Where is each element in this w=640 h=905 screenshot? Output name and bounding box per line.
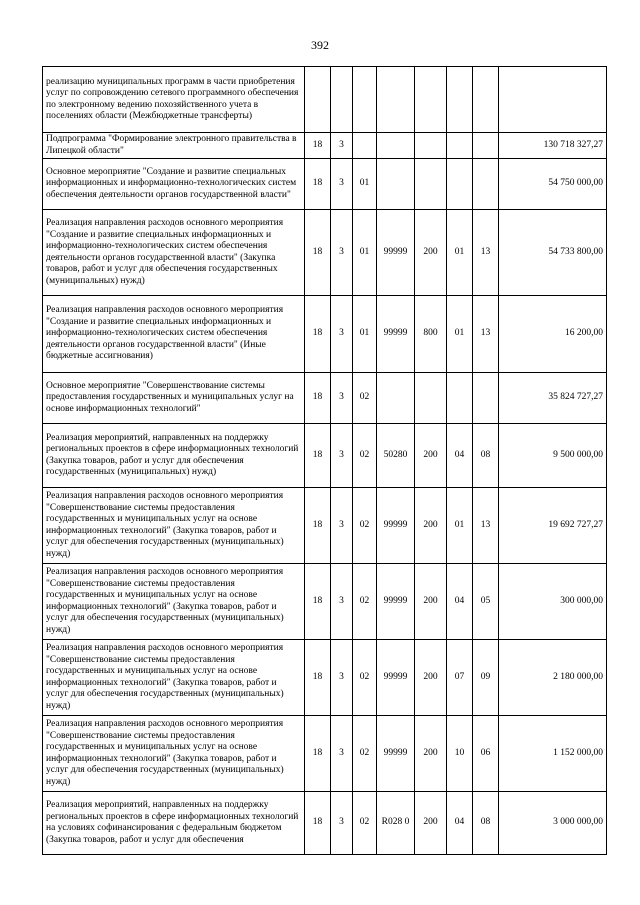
code-expense-type: 200 — [415, 210, 447, 296]
table-row — [43, 67, 607, 133]
code-direction: R028 0 — [377, 792, 415, 855]
row-description: Реализация направления расходов основного мероприятия "Совершенствование системы предоставления государственных и муниципальных услуг на основе информационных технологий" (Закупка товаров, работ и услуг для обеспечения государственных (муниципальных) нужд) — [43, 564, 305, 640]
code-gp: 18 — [305, 640, 331, 716]
code-om: 02 — [353, 640, 377, 716]
code-gp: 18 — [305, 564, 331, 640]
code-expense-type: 200 — [415, 488, 447, 564]
code-section: 07 — [447, 640, 473, 716]
code-pp: 3 — [331, 133, 353, 159]
code-pp: 3 — [331, 373, 353, 424]
code-pp: 3 — [331, 640, 353, 716]
code-om: 02 — [353, 488, 377, 564]
code-gp: 18 — [305, 159, 331, 210]
code-om: 01 — [353, 296, 377, 373]
code-om: 01 — [353, 210, 377, 296]
code-pp: 3 — [331, 296, 353, 373]
code-section: 04 — [447, 792, 473, 855]
code-subsection: 08 — [473, 424, 499, 488]
row-description: Реализация мероприятий, направленных на поддержку региональных проектов в сфере информационных технологий на условиях софинансирования с федеральным бюджетом (Закупка товаров, работ и услуг для обеспечения — [43, 792, 305, 855]
code-direction: 99999 — [377, 210, 415, 296]
code-subsection: 09 — [473, 640, 499, 716]
code-subsection: 13 — [473, 210, 499, 296]
code-direction: 99999 — [377, 564, 415, 640]
code-section: 01 — [447, 210, 473, 296]
code-subsection — [473, 133, 499, 159]
row-description: Реализация направления расходов основного мероприятия "Совершенствование системы предоставления государственных и муниципальных услуг на основе информационных технологий" (Закупка товаров, работ и услуг для обеспечения государственных (муниципальных) нужд) — [43, 716, 305, 792]
code-subsection: 06 — [473, 716, 499, 792]
code-om: 02 — [353, 792, 377, 855]
code-direction — [377, 373, 415, 424]
row-amount: 19 692 727,27 — [499, 488, 607, 564]
row-amount: 1 152 000,00 — [499, 716, 607, 792]
code-om: 02 — [353, 716, 377, 792]
code-pp: 3 — [331, 564, 353, 640]
code-om — [353, 67, 377, 133]
row-amount: 2 180 000,00 — [499, 640, 607, 716]
code-pp: 3 — [331, 716, 353, 792]
row-description: реализацию муниципальных программ в части приобретения услуг по сопровождению сетевого программного обеспечения по электронному ведению похозяйственного учета в поселениях области (Межбюджетные трансферты) — [43, 67, 305, 133]
code-direction: 99999 — [377, 640, 415, 716]
code-gp: 18 — [305, 716, 331, 792]
table-row — [43, 792, 607, 855]
code-expense-type: 200 — [415, 564, 447, 640]
table-row — [43, 296, 607, 373]
code-section: 01 — [447, 488, 473, 564]
code-pp — [331, 67, 353, 133]
code-direction: 99999 — [377, 488, 415, 564]
code-section — [447, 159, 473, 210]
table-row — [43, 564, 607, 640]
code-pp: 3 — [331, 424, 353, 488]
code-gp: 18 — [305, 296, 331, 373]
code-direction — [377, 67, 415, 133]
table-row — [43, 716, 607, 792]
code-direction — [377, 133, 415, 159]
code-expense-type — [415, 373, 447, 424]
code-section: 10 — [447, 716, 473, 792]
code-om: 02 — [353, 564, 377, 640]
code-subsection — [473, 67, 499, 133]
code-gp: 18 — [305, 792, 331, 855]
row-amount: 3 000 000,00 — [499, 792, 607, 855]
code-om — [353, 133, 377, 159]
code-subsection — [473, 373, 499, 424]
code-pp: 3 — [331, 792, 353, 855]
row-description: Основное мероприятие "Совершенствование системы предоставления государственных и муниципальных услуг на основе информационных технологий" — [43, 373, 305, 424]
row-description: Реализация направления расходов основного мероприятия "Совершенствование системы предоставления государственных и муниципальных услуг на основе информационных технологий" (Закупка товаров, работ и услуг для обеспечения государственных (муниципальных) нужд) — [43, 488, 305, 564]
code-expense-type: 200 — [415, 792, 447, 855]
row-description: Основное мероприятие "Создание и развитие специальных информационных и информационно-технологических систем обеспечения деятельности органов государственной власти" — [43, 159, 305, 210]
code-section: 01 — [447, 296, 473, 373]
row-amount: 9 500 000,00 — [499, 424, 607, 488]
code-expense-type: 800 — [415, 296, 447, 373]
code-pp: 3 — [331, 210, 353, 296]
row-amount: 54 750 000,00 — [499, 159, 607, 210]
row-description: Реализация мероприятий, направленных на поддержку региональных проектов в сфере информационных технологий (Закупка товаров, работ и услуг для обеспечения государственных (муниципальных) нужд) — [43, 424, 305, 488]
code-expense-type — [415, 133, 447, 159]
row-amount — [499, 67, 607, 133]
code-subsection — [473, 159, 499, 210]
table-row — [43, 159, 607, 210]
code-expense-type: 200 — [415, 716, 447, 792]
code-direction: 99999 — [377, 296, 415, 373]
row-amount: 300 000,00 — [499, 564, 607, 640]
code-direction — [377, 159, 415, 210]
code-expense-type — [415, 67, 447, 133]
code-om: 01 — [353, 159, 377, 210]
code-expense-type: 200 — [415, 424, 447, 488]
code-direction: 99999 — [377, 716, 415, 792]
row-amount: 54 733 800,00 — [499, 210, 607, 296]
row-amount: 16 200,00 — [499, 296, 607, 373]
code-section — [447, 67, 473, 133]
code-pp: 3 — [331, 488, 353, 564]
code-section — [447, 373, 473, 424]
code-gp: 18 — [305, 210, 331, 296]
code-om: 02 — [353, 424, 377, 488]
code-direction: 50280 — [377, 424, 415, 488]
row-description: Реализация направления расходов основного мероприятия "Совершенствование системы предоставления государственных и муниципальных услуг на основе информационных технологий" (Закупка товаров, работ и услуг для обеспечения государственных (муниципальных) нужд) — [43, 640, 305, 716]
code-gp: 18 — [305, 133, 331, 159]
table-row — [43, 640, 607, 716]
code-subsection: 13 — [473, 296, 499, 373]
row-amount: 35 824 727,27 — [499, 373, 607, 424]
row-description: Реализация направления расходов основного мероприятия "Создание и развитие специальных информационных и информационно-технологических систем обеспечения деятельности органов государственной власти" (Закупка товаров, работ и услуг для обеспечения государственных (муниципальных) нужд) — [43, 210, 305, 296]
code-subsection: 08 — [473, 792, 499, 855]
table-row — [43, 488, 607, 564]
code-gp: 18 — [305, 424, 331, 488]
code-subsection: 05 — [473, 564, 499, 640]
code-expense-type: 200 — [415, 640, 447, 716]
table-row — [43, 133, 607, 159]
page-number: 392 — [311, 38, 329, 52]
budget-table — [42, 66, 607, 855]
row-description: Подпрограмма "Формирование электронного правительства в Липецкой области" — [43, 133, 305, 159]
table-row — [43, 424, 607, 488]
code-gp — [305, 67, 331, 133]
code-pp: 3 — [331, 159, 353, 210]
code-section: 04 — [447, 424, 473, 488]
table-row — [43, 373, 607, 424]
code-om: 02 — [353, 373, 377, 424]
row-amount: 130 718 327,27 — [499, 133, 607, 159]
code-section: 04 — [447, 564, 473, 640]
code-gp: 18 — [305, 373, 331, 424]
code-section — [447, 133, 473, 159]
code-subsection: 13 — [473, 488, 499, 564]
row-description: Реализация направления расходов основного мероприятия "Создание и развитие специальных информационных и информационно-технологических систем обеспечения деятельности органов государственной власти" (Иные бюджетные ассигнования) — [43, 296, 305, 373]
code-expense-type — [415, 159, 447, 210]
code-gp: 18 — [305, 488, 331, 564]
table-row — [43, 210, 607, 296]
